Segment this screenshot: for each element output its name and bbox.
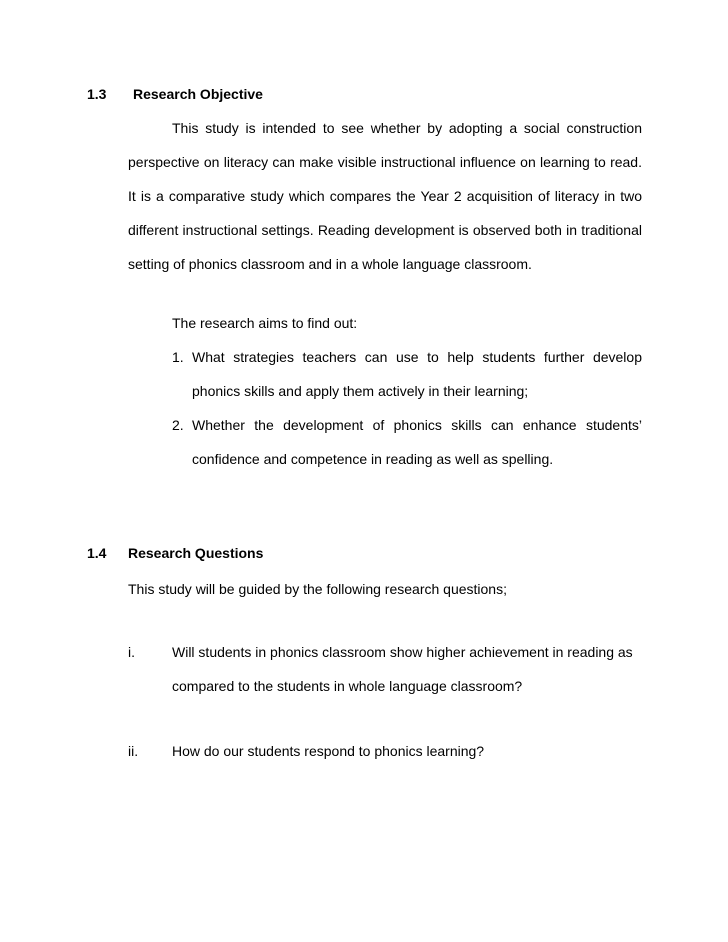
question-number: i.	[128, 644, 135, 660]
objective-paragraph: This study is intended to see whether by adopting a social construction perspective on literacy can make visible instructional influence on learning to read. It is a comparative study which compares the Year 2 acquisition of literacy in two different instructional settings. Reading development is observed both in traditional setting of phonics classroom and in a whole language classroom.	[128, 120, 642, 272]
aim-item	[172, 340, 642, 408]
questions-intro: This study will be guided by the following research questions;	[128, 581, 507, 597]
aim-item	[172, 408, 642, 476]
research-question	[128, 734, 642, 768]
section-number: 1.3	[87, 86, 107, 102]
question-text: Will students in phonics classroom show higher achievement in reading as compared to the students in whole language classroom?	[172, 644, 633, 694]
aim-number: 2.	[172, 417, 184, 433]
question-number: ii.	[128, 743, 139, 759]
question-text: How do our students respond to phonics learning?	[172, 743, 485, 759]
section-number: 1.4	[87, 545, 107, 561]
aim-text: What strategies teachers can use to help students further develop phonics skills and apply them actively in their learning;	[192, 349, 642, 399]
aim-number: 1.	[172, 349, 184, 365]
research-question	[128, 635, 642, 703]
section-title: Research Questions	[128, 545, 264, 561]
aims-intro: The research aims to find out:	[172, 315, 358, 331]
section-title: Research Objective	[133, 86, 263, 102]
aim-text: Whether the development of phonics skills can enhance students’ confidence and competence in reading as well as spelling.	[192, 417, 642, 467]
